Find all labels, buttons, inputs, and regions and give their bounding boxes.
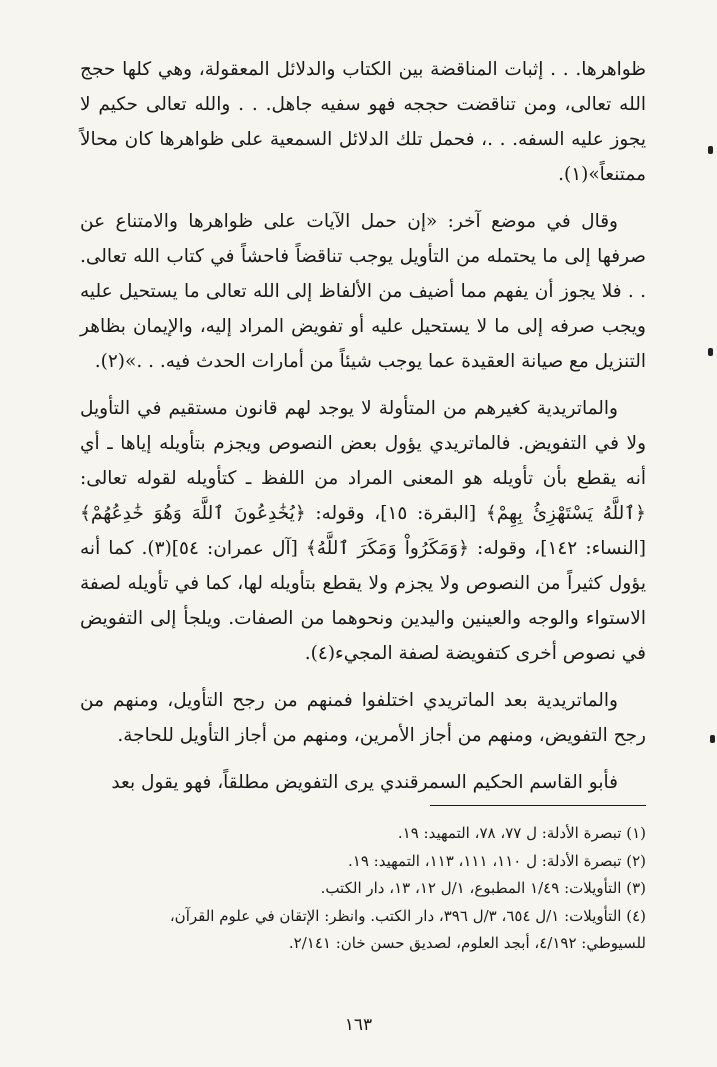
paragraph-5: فأبو القاسم الحكيم السمرقندي يرى التفويض مطلقاً، فهو يقول بعد <box>111 772 618 793</box>
paragraph-2: وقال في موضع آخر: «إن حمل الآيات على ظواهرها والامتناع عن صرفها إلى ما يحتمله من التأويل يوجب تناقضاً فاحشاً في كتاب الله تعالى. . . فلا يجوز أن يفهم مما أضيف من الألفاظ إلى الله تعالى ما يستحيل عليه ويجب صرفه إلى ما لا يستحيل عليه أو تفويض المراد إليه، والإيمان بظاهر التنزيل مع صيانة العقيدة عما يوجب شيئاً من أمارات الحدث فيه. . .»(٢). <box>80 211 646 372</box>
paragraph-4: والماتريدية بعد الماتريدي اختلفوا فمنهم من رجح التأويل، ومنهم من رجح التفويض، ومنهم من أجاز الأمرين، ومنهم من أجاز التأويل للحاجة. <box>80 690 646 746</box>
page-number: ١٦٣ <box>344 1015 373 1035</box>
paragraph-3: والماتريدية كغيرهم من المتأولة لا يوجد لهم قانون مستقيم في التأويل ولا في التفويض. فالماتريدي يؤول بعض النصوص ويجزم بتأويله إياها ـ أي أنه يقطع بأن تأويله هو المعنى المراد من اللفظ ـ كتأويله لقوله تعالى: ﴿ٱللَّهُ يَسْتَهْزِئُ بِهِمْ﴾ [البقرة: ١٥]، وقوله: ﴿يُخَٰدِعُونَ ٱللَّهَ وَهُوَ خَٰدِعُهُمْ﴾ [النساء: ١٤٢]، وقوله: ﴿وَمَكَرُواْ وَمَكَرَ ٱللَّهُ﴾ [آل عمران: ٥٤](٣). كما أنه يؤول كثيراً من النصوص ولا يجزم ولا يقطع بتأويله لها، كما في تأويله لصفة الاستواء والوجه والعينين واليدين ونحوهما من الصفات. ويلجأ إلى التفويض في نصوص أخرى كتفويضة لصفة المجيء(٤). <box>80 398 647 664</box>
margin-mark <box>708 348 713 356</box>
footnote-3: (٣) التأويلات: ١/٤٩ المطبوع، ١/ل ١٢، ١٣، دار الكتب. <box>320 879 646 897</box>
footnote-separator <box>430 805 646 806</box>
footnote-4: (٤) التأويلات: ١/ل ٦٥٤، ٣/ل ٣٩٦، دار الكتب. وانظر: الإتقان في علوم القرآن، <box>169 906 646 925</box>
paragraph-1: ظواهرها. . . إثبات المناقضة بين الكتاب والدلائل المعقولة، وهي كلها حجج الله تعالى، ومن تناقضت حججه فهو سفيه جاهل. . . والله تعالى حكيم لا يجوز عليه السفه. . .، فحمل تلك الدلائل السمعية على ظواهرها كان محالاً ممتنعاً»(١). <box>80 59 646 185</box>
margin-mark <box>708 146 713 154</box>
margin-mark <box>710 735 715 743</box>
footnote-4-continuation: للسيوطي: ٤/١٩٢، أبجد العلوم، لصديق حسن خان: ٢/١٤١. <box>288 934 646 952</box>
footnote-2: (٢) تبصرة الأدلة: ل ١١٠، ١١١، ١١٣، التمهيد: ١٩. <box>348 851 646 870</box>
footnotes <box>60 820 646 958</box>
footnote-1: (١) تبصرة الأدلة: ل ٧٧، ٧٨، التمهيد: ١٩. <box>397 824 646 842</box>
main-text <box>80 52 646 812</box>
